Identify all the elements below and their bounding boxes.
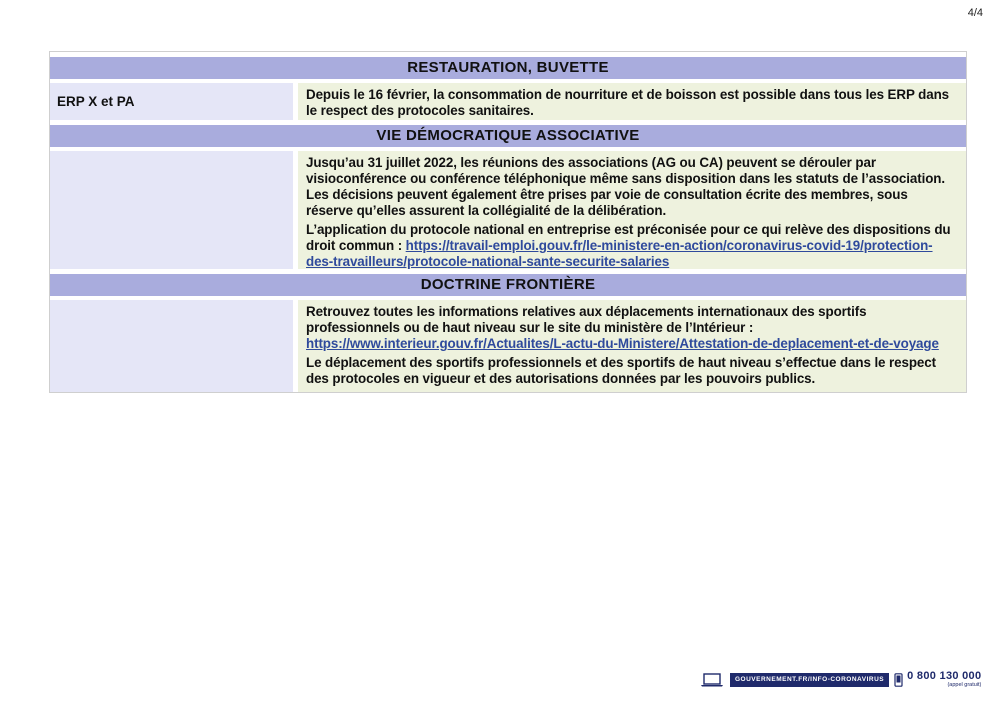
- section-header-doctrine-frontiere: DOCTRINE FRONTIÈRE: [50, 274, 966, 296]
- table-row: [50, 83, 966, 120]
- table-row: [50, 300, 966, 392]
- interieur-link[interactable]: https://www.interieur.gouv.fr/Actualites/L-actu-du-Ministere/Attestation-de-deplacement-et-de-voyage: [306, 336, 939, 351]
- section-header-restauration: RESTAURATION, BUVETTE: [50, 57, 966, 79]
- paragraph-text: L’application du protocole national en entreprise est préconisée pour ce qui relève des dispositions du droit commun :: [306, 222, 951, 253]
- row-label: ERP X et PA: [57, 94, 135, 109]
- protocole-link[interactable]: https://travail-emploi.gouv.fr/le-ministere-en-action/coronavirus-covid-19/protection-des-travailleurs/protocole-national-sante-securite-salaries: [306, 238, 933, 269]
- row-label-cell: [50, 300, 293, 392]
- footer: [700, 672, 981, 688]
- paragraph: Le déplacement des sportifs professionnels et des sportifs de haut niveau s’effectue dans le respect des protocoles en vigueur et des autorisations données par les pouvoirs publics.: [306, 355, 936, 386]
- paragraph-text: Retrouvez toutes les informations relatives aux déplacements internationaux des sportifs professionnels ou de haut niveau sur le site du ministère de l’Intérieur :: [306, 304, 867, 335]
- row-content-cell: [298, 151, 966, 269]
- paragraph: [306, 222, 958, 270]
- row-content-cell: [298, 83, 966, 120]
- laptop-icon: [700, 673, 724, 687]
- phone-icon: [894, 673, 903, 687]
- hotline: [907, 671, 981, 689]
- phone-note: (appel gratuit): [947, 682, 982, 689]
- paragraph: [306, 304, 958, 352]
- phone-number: 0 800 130 000: [907, 670, 982, 683]
- row-content-cell: [298, 300, 966, 392]
- section-header-vie-democratique: VIE DÉMOCRATIQUE ASSOCIATIVE: [50, 125, 966, 147]
- paragraph: Jusqu’au 31 juillet 2022, les réunions des associations (AG ou CA) peuvent se dérouler par visioconférence ou conférence téléphonique même sans disposition dans les statuts de l’association. Les décisions peuvent également être prises par voie de consultation écrite des membres, sous réserve qu’elles assurent la collégialité de la délibération.: [306, 155, 945, 218]
- measures-table: [49, 51, 967, 393]
- gov-website-badge[interactable]: GOUVERNEMENT.FR/INFO-CORONAVIRUS: [730, 673, 889, 687]
- paragraph: Depuis le 16 février, la consommation de nourriture et de boisson est possible dans tous les ERP dans le respect des protocoles sanitaires.: [306, 87, 950, 118]
- page-number: 4/4: [967, 7, 983, 19]
- row-label-cell: [50, 151, 293, 269]
- table-row: [50, 151, 966, 269]
- row-label-cell: [50, 83, 293, 120]
